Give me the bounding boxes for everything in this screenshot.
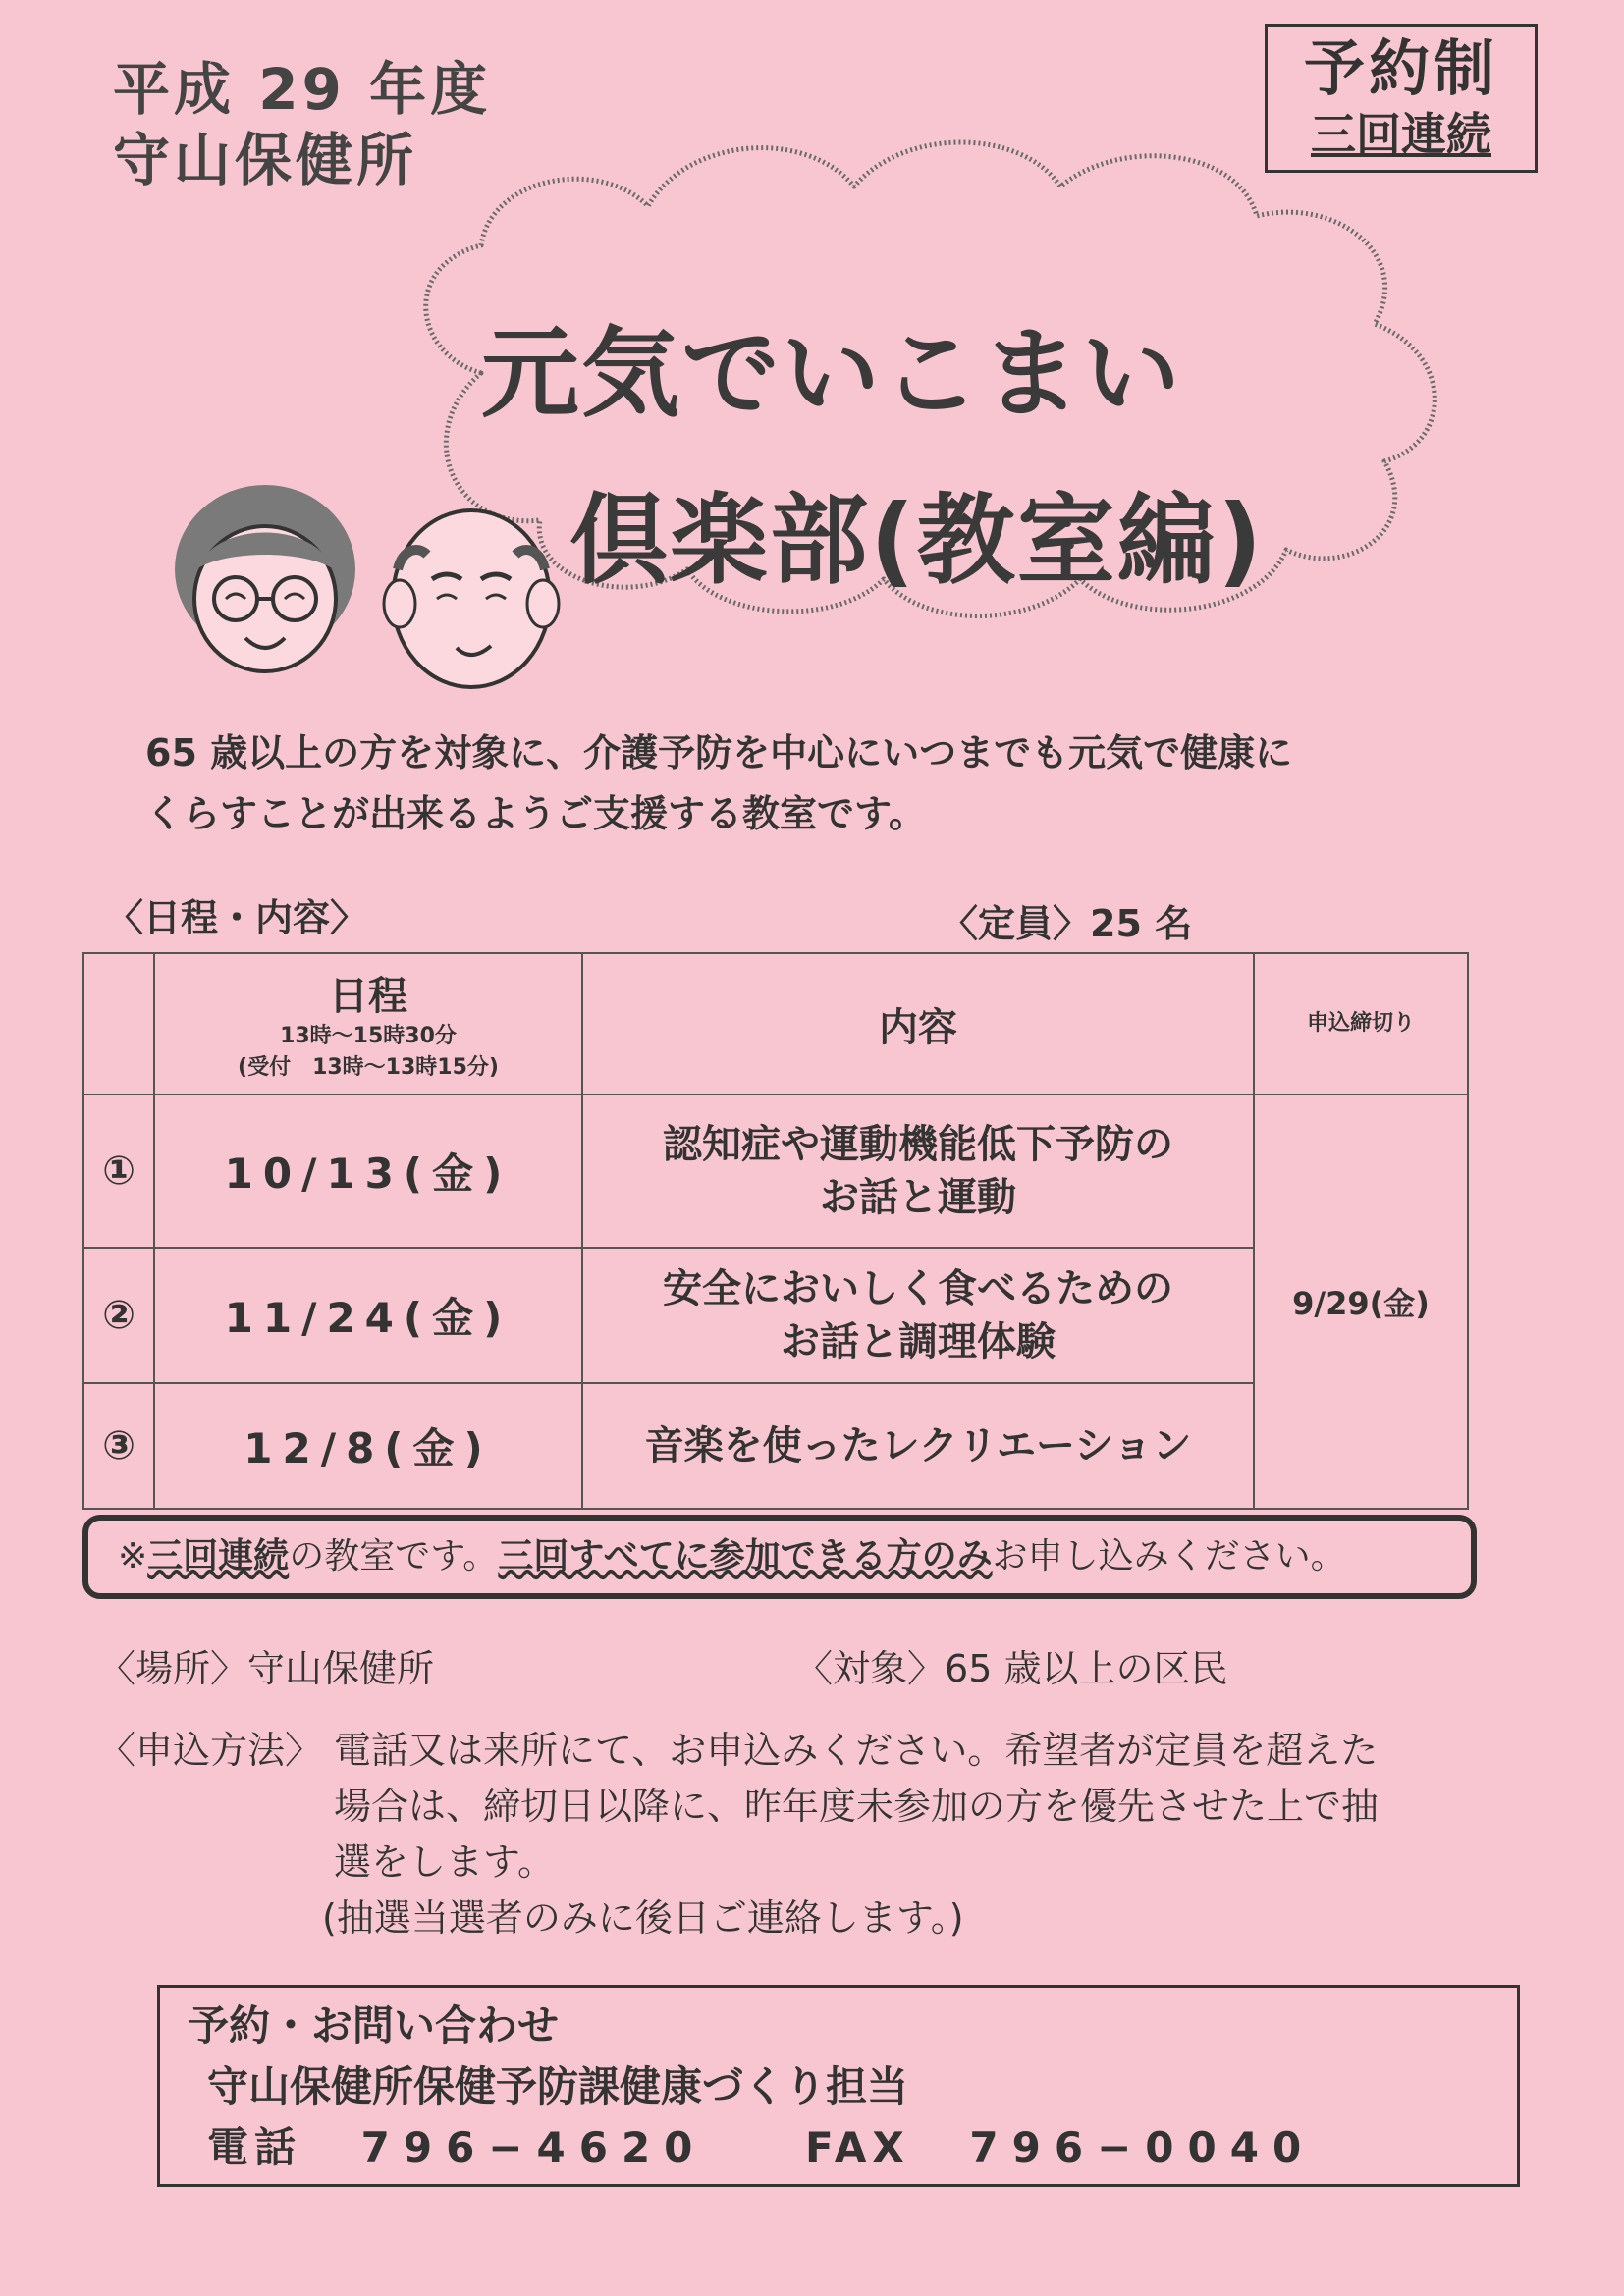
row-number: ② (83, 1248, 154, 1383)
apply-note: (抽選当選者のみに後日ご連絡します。) (322, 1896, 964, 1940)
row-content-line1: 安全においしく食べるための (663, 1266, 1173, 1311)
apply-line2: 場合は、締切日以降に、昨年度未参加の方を優先させた上で抽 (334, 1785, 1380, 1828)
table-row (83, 1095, 1468, 1248)
table-header-date (154, 953, 582, 1095)
place-value: 守山保健所 (247, 1647, 435, 1690)
fax-label: FAX (805, 2123, 910, 2171)
head-date-label: 日程 (329, 973, 407, 1019)
head-time-label: 13時〜15時30分 (280, 1023, 457, 1048)
place-row (98, 1641, 434, 1696)
contact-box (157, 1985, 1520, 2187)
contact-heading: 予約・お問い合わせ (188, 2002, 560, 2050)
capacity-label: 〈定員〉25 名 (941, 902, 1193, 945)
header-office: 守山保健所 (113, 127, 418, 193)
apply-label: 〈申込方法〉 (98, 1729, 323, 1772)
intro-line1: 65 歳以上の方を対象に、介護予防を中心にいつまでも元気で健康に (145, 731, 1293, 774)
table-header-content: 内容 (582, 953, 1254, 1095)
fax-number: 796−0040 (969, 2123, 1316, 2171)
table-header-num (83, 953, 154, 1095)
badge-sub-text: 三回連続 (1311, 108, 1491, 161)
grandfather-illustration (378, 491, 565, 697)
intro-line2: くらすことが出来るようご支援する教室です。 (145, 792, 926, 835)
notice-strong-2: 三回すべてに参加できる方のみ (498, 1536, 993, 1576)
grandmother-illustration (167, 481, 363, 687)
target-value: 65 歳以上の区民 (945, 1647, 1228, 1690)
badge-main-text: 予約制 (1303, 32, 1498, 104)
apply-line1: 電話又は来所にて、お申込みください。希望者が定員を超えた (334, 1729, 1379, 1772)
row-date: 12/8(金) (154, 1383, 582, 1509)
contact-dept: 守山保健所保健予防課健康づくり担当 (207, 2062, 909, 2110)
row-content: 音楽を使ったレクリエーション (582, 1383, 1254, 1509)
apply-line3: 選をします。 (334, 1841, 555, 1884)
row-content-line2: お話と調理体験 (781, 1319, 1056, 1364)
notice-box (82, 1515, 1477, 1599)
schedule-table (82, 952, 1469, 1510)
tel-label: 電話 (207, 2123, 302, 2171)
row-date: 11/24(金) (154, 1248, 582, 1383)
deadline-cell: 9/29(金) (1254, 1095, 1468, 1509)
head-reception-label: (受付 13時〜13時15分) (238, 1054, 499, 1080)
table-header-row (83, 953, 1468, 1095)
header-year: 平成 29 年度 (113, 56, 492, 123)
row-content (582, 1248, 1254, 1383)
row-content (582, 1095, 1254, 1248)
row-content-line2: お話と運動 (820, 1175, 1016, 1220)
notice-strong-1: 三回連続 (147, 1536, 290, 1576)
tel-number: 796−4620 (360, 2123, 707, 2171)
row-number: ③ (83, 1383, 154, 1509)
contact-phone-row (188, 2117, 1489, 2178)
notice-prefix: ※ (118, 1536, 148, 1576)
schedule-label: 〈日程・内容〉 (106, 896, 368, 939)
title-line2: 倶楽部(教室編) (569, 483, 1265, 598)
row-content-line1: 認知症や運動機能低下予防の (663, 1122, 1173, 1167)
target-label: 〈対象〉 (795, 1647, 946, 1690)
notice-text-1: の教室です。 (289, 1536, 499, 1576)
place-label: 〈場所〉 (98, 1647, 248, 1690)
table-header-deadline: 申込締切り (1254, 953, 1468, 1095)
row-date: 10/13(金) (154, 1095, 582, 1248)
target-row (795, 1641, 1227, 1696)
row-number: ① (83, 1095, 154, 1248)
title-line1: 元気でいこまい (481, 316, 1182, 431)
notice-text-2: お申し込みください。 (992, 1536, 1346, 1576)
